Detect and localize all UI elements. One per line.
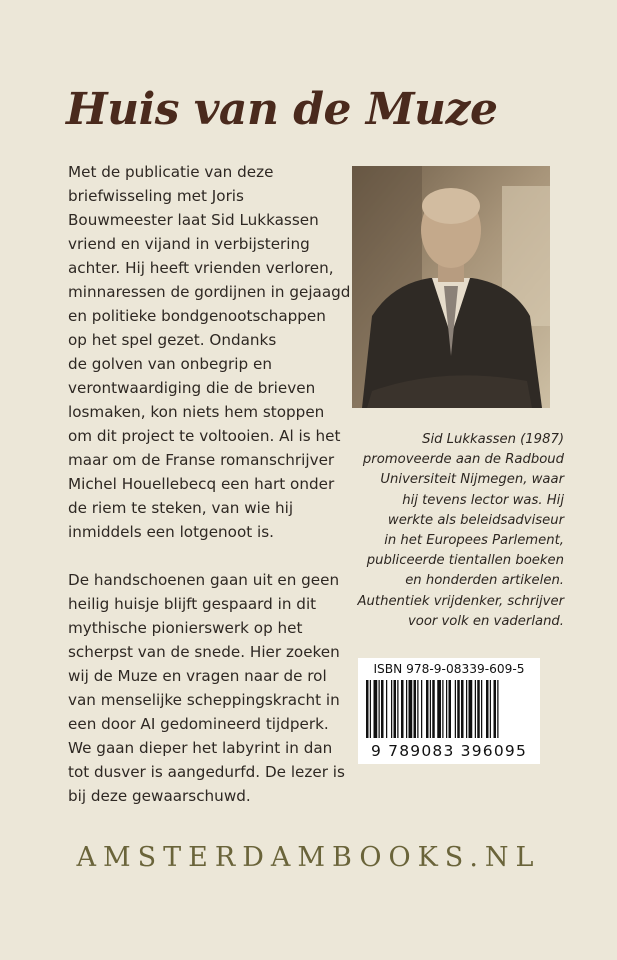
barcode-bar — [409, 680, 413, 738]
barcode-bar — [426, 680, 429, 738]
barcode-bar — [417, 680, 418, 738]
barcode-bar — [374, 680, 378, 738]
barcode-bar — [432, 680, 435, 738]
barcode-bar — [469, 680, 473, 738]
publisher-url: AMSTERDAMBOOKS.NL — [76, 842, 541, 873]
barcode-digits: 9 789083 396095 — [370, 742, 528, 760]
isbn-barcode — [358, 658, 540, 764]
barcode-bar — [394, 680, 397, 738]
barcode-bar — [466, 680, 467, 738]
barcode-bar — [481, 680, 482, 738]
barcode-bar — [475, 680, 476, 738]
barcode-bar — [366, 680, 369, 738]
isbn-label: ISBN 978-9-08339-609-5 — [373, 662, 525, 676]
barcode-bar — [486, 680, 489, 738]
barcode-bar — [401, 680, 404, 738]
book-title: Huis van de Muze — [66, 84, 498, 135]
author-photo — [352, 166, 550, 408]
barcode-bars — [360, 680, 538, 740]
author-portrait-image — [352, 166, 550, 408]
barcode-bar — [477, 680, 480, 738]
barcode-bar — [430, 680, 431, 738]
barcode-bar — [397, 680, 398, 738]
blurb-paragraph-1: Met de publicatie van deze briefwisseling met Joris Bouwmeester laat Sid Lukkassen vriend en vijand in verbijstering achter. Hij heeft vrienden verloren, minnaressen de gordijnen in gejaagd en politieke bondgenootschappen op het spel gezet. Ondanks de golven van onbegrip en verontwaardiging die de brieven losmaken, kon niets hem stoppen om dit project te voltooien. Al is het maar om de Franse romanschrijver Michel Houellebecq een hart onder de riem te steken, van wie hij inmiddels een lotgenoot is. — [68, 163, 351, 541]
barcode-bar — [490, 680, 491, 738]
barcode-bar — [386, 680, 387, 738]
barcode-bar — [437, 680, 441, 738]
barcode-bar — [370, 680, 371, 738]
barcode-bar — [455, 680, 456, 738]
blurb-text — [68, 160, 353, 808]
barcode-bar — [391, 680, 392, 738]
barcode-bar — [381, 680, 384, 738]
barcode-bar — [414, 680, 417, 738]
barcode-bar — [494, 680, 497, 738]
barcode-bar — [406, 680, 407, 738]
barcode-bar — [449, 680, 452, 738]
author-bio: Sid Lukkassen (1987) promoveerde aan de Radboud Universiteit Nijmegen, waar hij tevens lector was. Hij werkte als beleidsadviseur in het Europees Parlement, publiceerde tientallen boeken en honderden artikelen. Authentiek vrijdenker, schrijver voor volk en vaderland. — [357, 432, 564, 629]
barcode-bar — [421, 680, 422, 738]
barcode-bar — [446, 680, 447, 738]
barcode-bar — [457, 680, 460, 738]
blurb-paragraph-2: De handschoenen gaan uit en geen heilig huisje blijft gespaard in dit mythische pionierswerk op het scherpst van de snede. Hier zoeken wij de Muze en vragen naar de rol van menselijke scheppingskracht in een door AI gedomineerd tijdperk. We gaan dieper het labyrint in dan tot dusver is aangedurfd. De lezer is bij deze gewaarschuwd. — [68, 571, 345, 805]
barcode-bar — [442, 680, 443, 738]
barcode-bar — [461, 680, 464, 738]
barcode-bar — [379, 680, 380, 738]
barcode-bar — [497, 680, 498, 738]
